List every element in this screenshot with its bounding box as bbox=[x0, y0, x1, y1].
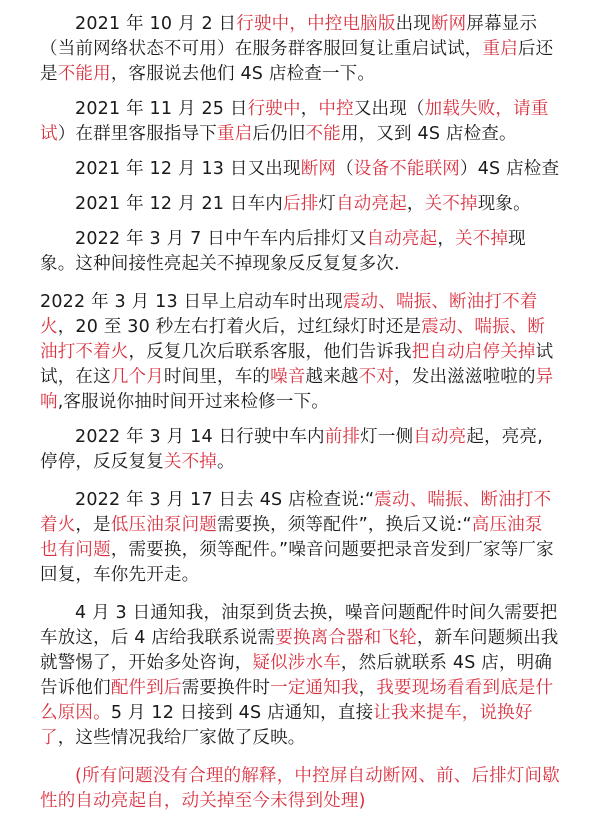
body-text: ,客服说你抽时间开过来检修一下。 bbox=[57, 392, 329, 412]
highlighted-text: 关不掉 bbox=[455, 229, 509, 249]
highlighted-text: 中控 bbox=[318, 99, 354, 119]
paragraph-2021-10-02 bbox=[40, 12, 560, 87]
highlighted-text: (所有问题没有合理的解释，中控屏自动断网、前、后排灯间歇性的自动亮起自，动关掉至今未得到处理) bbox=[40, 766, 560, 811]
highlighted-text: 低压油泵问题 bbox=[110, 515, 218, 535]
body-text: 出现 bbox=[395, 14, 431, 34]
paragraph-summary-note bbox=[40, 764, 560, 814]
body-text: 又出现（ bbox=[353, 99, 425, 119]
body-text: ，客服说去他们 4S 店检查一下。 bbox=[110, 64, 376, 84]
body-text: 2022 年 3 月 17 日去 4S 店检查说:“ bbox=[75, 490, 375, 510]
body-text: ，发出滋滋啦啦的 bbox=[394, 367, 536, 387]
highlighted-text: 自动亮起 bbox=[366, 229, 438, 249]
highlighted-text: 震动、喘振、断油打不着火 bbox=[40, 292, 538, 337]
highlighted-text: 设备不能联网 bbox=[353, 159, 460, 179]
body-text: 2021 年 12 月 13 日又出现 bbox=[75, 159, 301, 179]
body-text: 试试，在这 bbox=[40, 342, 554, 387]
body-text: ， bbox=[300, 99, 319, 119]
paragraph-2021-12-13 bbox=[40, 157, 560, 182]
body-text: 2021 年 12 月 21 日车内 bbox=[75, 194, 283, 214]
body-text: ， bbox=[406, 194, 425, 214]
body-text: （ bbox=[336, 159, 354, 179]
highlighted-text: 不对 bbox=[358, 367, 395, 387]
paragraph-2022-03-13 bbox=[40, 290, 560, 415]
highlighted-text: 行驶中 bbox=[247, 99, 301, 119]
highlighted-text: 断网 bbox=[300, 159, 337, 179]
highlighted-text: 加载失败，请重试 bbox=[40, 99, 549, 144]
highlighted-text: 让我来提车，说换好了 bbox=[40, 703, 533, 748]
paragraph-2022-03-14 bbox=[40, 425, 560, 475]
body-text: 后仍旧 bbox=[252, 124, 306, 144]
paragraph-2021-11-25 bbox=[40, 97, 560, 147]
body-text: ，需要换，须等配件。”噪音问题要把录音发到厂家等厂家回复，车你先开走。 bbox=[40, 540, 554, 585]
highlighted-text: 后排 bbox=[283, 194, 319, 214]
body-text: ，20 至 30 秒左右打着火后，过红绿灯时还是 bbox=[57, 317, 422, 337]
highlighted-text: 不能用 bbox=[57, 64, 111, 84]
highlighted-text: 关不掉 bbox=[424, 194, 478, 214]
highlighted-text: 自动亮 bbox=[413, 427, 467, 447]
highlighted-text: 噪音 bbox=[270, 367, 306, 387]
highlighted-text: 不能 bbox=[305, 124, 341, 144]
highlighted-text: 行驶中，中控电脑版 bbox=[236, 14, 396, 34]
body-text: 灯 bbox=[318, 194, 337, 214]
paragraph-2021-12-21 bbox=[40, 192, 560, 217]
body-text: 5 月 12 日接到 4S 店通知，直接 bbox=[110, 703, 374, 723]
highlighted-text: 配件到后 bbox=[110, 678, 182, 698]
body-text: ，反复几次后联系客服，他们告诉我 bbox=[128, 342, 412, 362]
body-text: 2022 年 3 月 7 日中午车内后排灯又 bbox=[75, 229, 367, 249]
highlighted-text: 异响 bbox=[40, 367, 554, 412]
body-text: 用，又到 4S 店检查。 bbox=[340, 124, 517, 144]
body-text: ）4S 店检查 bbox=[460, 159, 560, 179]
highlighted-text: 高压油泵也有问题 bbox=[40, 515, 543, 560]
body-text: 越来越 bbox=[305, 367, 359, 387]
body-text: ，这些情况我给厂家做了反映。 bbox=[57, 728, 306, 748]
paragraph-2022-03-07 bbox=[40, 227, 560, 277]
highlighted-text: 震动、喘振、断油打不着火 bbox=[40, 490, 552, 535]
body-text: 屏幕显示（当前网络状态不可用）在服务群客服回复让重启试试， bbox=[40, 14, 538, 59]
highlighted-text: 重启 bbox=[482, 39, 518, 59]
body-text: 现象。 bbox=[477, 194, 531, 214]
body-text: 需要换件时 bbox=[181, 678, 271, 698]
body-text: 。 bbox=[217, 452, 235, 472]
body-text: 需要换，须等配件”，换后又说:“ bbox=[217, 515, 472, 535]
highlighted-text: 要换离合器和飞轮 bbox=[275, 628, 417, 648]
body-text: ， bbox=[358, 678, 377, 698]
body-text: ，新车问题频出我就警惕了，开始多处咨询， bbox=[40, 628, 559, 673]
body-text: ）在群里客服指导下 bbox=[57, 124, 218, 144]
highlighted-text: 几个月 bbox=[110, 367, 164, 387]
highlighted-text: 重启 bbox=[217, 124, 253, 144]
body-text: 起，亮亮,停停，反反复复 bbox=[40, 427, 543, 472]
body-text: ，是 bbox=[75, 515, 111, 535]
highlighted-text: 断网 bbox=[430, 14, 467, 34]
body-text: 2021 年 10 月 2 日 bbox=[75, 14, 237, 34]
highlighted-text: 疑似涉水车 bbox=[252, 653, 341, 673]
body-text: 灯一侧 bbox=[360, 427, 414, 447]
body-text: ， bbox=[437, 229, 456, 249]
body-text: 4 月 3 日通知我，油泵到货去换，噪音问题配件时间久需要把车放这，后 4 店给我联系说需 bbox=[40, 603, 558, 648]
highlighted-text: 关不掉 bbox=[163, 452, 218, 472]
body-text: ，然后就联系 4S 店，明确告诉他们 bbox=[40, 653, 553, 698]
highlighted-text: 我要现场看看到底是什么原因。 bbox=[40, 678, 554, 723]
body-text: 后还是 bbox=[40, 39, 554, 84]
paragraph-2022-04-03 bbox=[40, 601, 560, 751]
body-text: 2021 年 11 月 25 日 bbox=[75, 99, 248, 119]
body-text: 现象。这种间接性亮起关不掉现象反反复复多次. bbox=[40, 229, 526, 274]
highlighted-text: 前排 bbox=[324, 427, 361, 447]
highlighted-text: 一定通知我 bbox=[270, 678, 359, 698]
body-text: 时间里，车的 bbox=[163, 367, 271, 387]
body-text: 2022 年 3 月 13 日早上启动车时出现 bbox=[40, 292, 343, 312]
highlighted-text: 震动、喘振、断油打不着火 bbox=[40, 317, 546, 362]
paragraph-2022-03-17 bbox=[40, 488, 560, 588]
highlighted-text: 自动亮起 bbox=[336, 194, 407, 214]
body-text: 2022 年 3 月 14 日行驶中车内 bbox=[75, 427, 325, 447]
highlighted-text: 把自动启停关掉 bbox=[411, 342, 536, 362]
